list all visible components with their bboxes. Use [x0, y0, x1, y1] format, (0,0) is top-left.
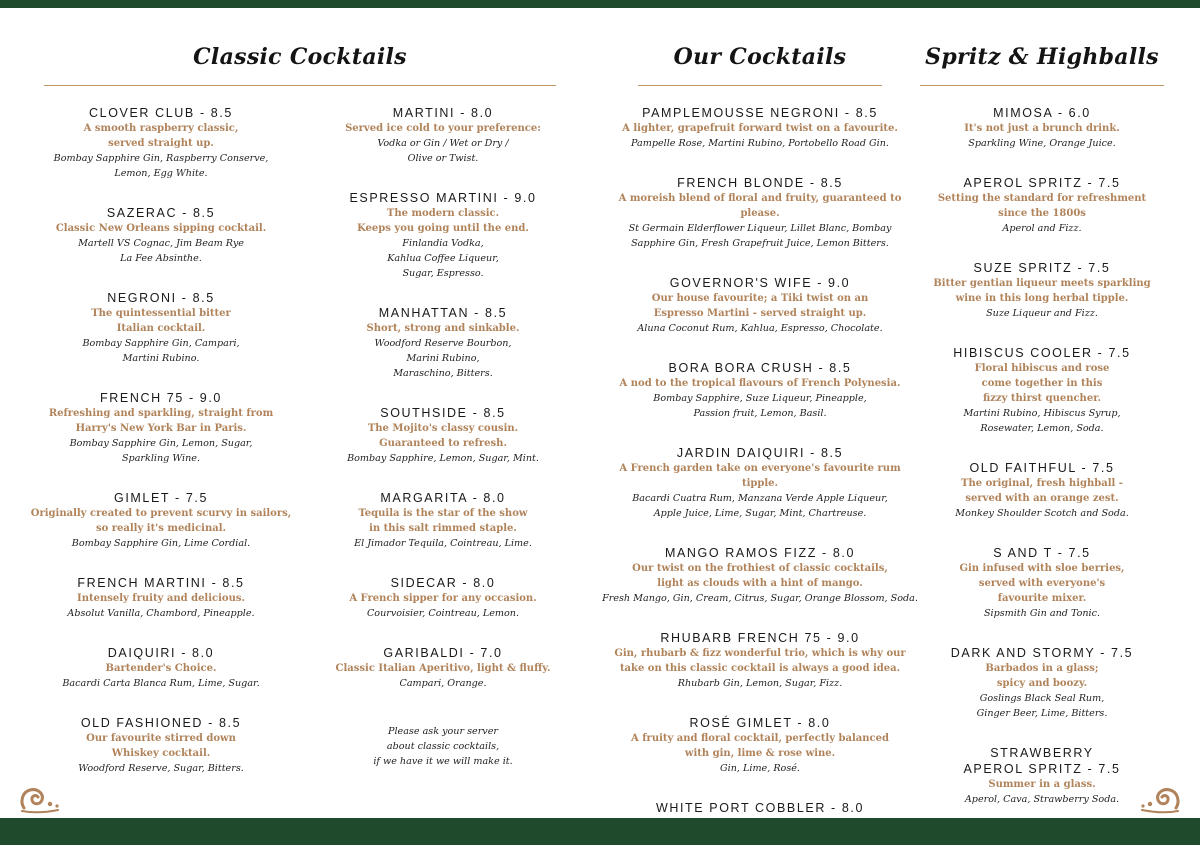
item-description: spicy and boozy.	[996, 678, 1088, 689]
item-description: Tequila is the star of the show	[358, 508, 528, 519]
item-ingredients: Sparkling Wine.	[121, 453, 200, 464]
item-ingredients: Olive or Twist.	[407, 153, 479, 164]
item-description: A fruity and floral cocktail, perfectly balanced	[631, 733, 889, 744]
item-name: DARK AND STORMY - 7.5	[950, 646, 1134, 660]
item-ingredients: Martini Rubino.	[122, 353, 200, 364]
menu-item	[920, 745, 1164, 807]
item-description: The Mojito's classy cousin.	[367, 423, 519, 434]
item-description: take on this classic cocktail is always a good idea.	[619, 663, 901, 674]
item-ingredients: Bacardi Carta Blanca Rum, Lime, Sugar.	[62, 678, 260, 689]
menu-item	[302, 190, 584, 281]
divider-classic	[44, 85, 556, 86]
item-ingredients: Aperol, Cava, Strawberry Soda.	[964, 794, 1120, 805]
item-name: SIDECAR - 8.0	[390, 576, 496, 590]
item-name: BORA BORA CRUSH - 8.5	[668, 361, 852, 375]
menu-item	[920, 260, 1164, 321]
menu-item	[20, 290, 302, 366]
item-description: Whiskey cocktail.	[111, 748, 211, 759]
menu-item	[302, 575, 584, 621]
item-description: It's not just a brunch drink.	[964, 123, 1120, 134]
section-title-ours: Our Cocktails	[673, 44, 847, 70]
item-name: PAMPLEMOUSSE NEGRONI - 8.5	[642, 106, 878, 120]
item-ingredients: Rosewater, Lemon, Soda.	[980, 423, 1104, 434]
item-name: MARGARITA - 8.0	[380, 491, 506, 505]
item-ingredients: Gin, Lime, Rosé.	[720, 763, 800, 774]
divider-ours	[638, 85, 882, 86]
menu-item	[920, 175, 1164, 236]
item-ingredients: Martini Rubino, Hibiscus Syrup,	[963, 408, 1121, 419]
item-name: NEGRONI - 8.5	[107, 291, 215, 305]
item-description: A moreish blend of floral and fruity, guaranteed to please.	[618, 193, 902, 219]
item-name: FRENCH BLONDE - 8.5	[677, 176, 843, 190]
item-ingredients: Lemon, Egg White.	[114, 168, 208, 179]
menu-item	[302, 305, 584, 381]
item-description: Floral hibiscus and rose	[974, 363, 1110, 374]
item-description: light as clouds with a hint of mango.	[657, 578, 863, 589]
item-description: Our house favourite; a Tiki twist on an	[651, 293, 869, 304]
item-ingredients: Kahlua Coffee Liqueur,	[387, 253, 499, 264]
item-description: Classic Italian Aperitivo, light & fluffy.	[335, 663, 551, 674]
item-ingredients: St Germain Elderflower Liqueur, Lillet Blanc, Bombay	[628, 223, 892, 234]
item-ingredients: Bombay Sapphire, Suze Liqueur, Pineapple,	[653, 393, 867, 404]
item-description: so really it's medicinal.	[95, 523, 227, 534]
item-ingredients: Monkey Shoulder Scotch and Soda.	[955, 508, 1129, 519]
item-description: Gin, rhubarb & fizz wonderful trio, which is why our	[614, 648, 906, 659]
item-name: MANGO RAMOS FIZZ - 8.0	[664, 546, 856, 560]
section-title-classic: Classic Cocktails	[193, 44, 407, 70]
item-ingredients: Courvoisier, Cointreau, Lemon.	[366, 608, 520, 619]
item-name: S AND T - 7.5	[993, 546, 1091, 560]
item-name: STRAWBERRY	[990, 746, 1094, 760]
item-description: Originally created to prevent scurvy in sailors,	[30, 508, 292, 519]
menu-item	[20, 490, 302, 551]
item-description: Keeps you going until the end.	[357, 223, 529, 234]
menu-item	[600, 545, 920, 606]
item-ingredients: Campari, Orange.	[399, 678, 487, 689]
menu-item	[20, 715, 302, 776]
menu-item	[920, 545, 1164, 621]
item-ingredients: Bombay Sapphire, Lemon, Sugar, Mint.	[347, 453, 539, 464]
item-description: in this salt rimmed staple.	[369, 523, 517, 534]
item-description: Espresso Martini - served straight up.	[653, 308, 867, 319]
item-description: Bartender's Choice.	[105, 663, 217, 674]
item-description: Bitter gentian liqueur meets sparkling	[933, 278, 1151, 289]
item-ingredients: Fresh Mango, Gin, Cream, Citrus, Sugar, Orange Blossom, Soda.	[602, 593, 918, 604]
item-ingredients: El Jimador Tequila, Cointreau, Lime.	[354, 538, 532, 549]
item-name: APEROL SPRITZ - 7.5	[963, 176, 1121, 190]
item-name: GOVERNOR'S WIFE - 9.0	[669, 276, 851, 290]
menu-item	[600, 715, 920, 776]
menu-item	[920, 105, 1164, 151]
item-name: SOUTHSIDE - 8.5	[380, 406, 506, 420]
classic-note-line: about classic cocktails,	[386, 741, 500, 752]
menu-item	[600, 175, 920, 251]
item-name: FRENCH 75 - 9.0	[100, 391, 222, 405]
menu-item	[20, 105, 302, 181]
item-ingredients: Martell VS Cognac, Jim Beam Rye	[78, 238, 244, 249]
item-ingredients: Sipsmith Gin and Tonic.	[983, 608, 1101, 619]
top-border	[0, 0, 1200, 8]
item-ingredients: Rhubarb Gin, Lemon, Sugar, Fizz.	[677, 678, 843, 689]
item-name: SUZE SPRITZ - 7.5	[973, 261, 1111, 275]
item-description: A lighter, grapefruit forward twist on a favourite.	[622, 123, 898, 134]
item-ingredients: Woodford Reserve Bourbon,	[374, 338, 512, 349]
menu-item	[302, 105, 584, 166]
item-description: A smooth raspberry classic,	[83, 123, 239, 134]
item-name: ESPRESSO MARTINI - 9.0	[349, 191, 537, 205]
classic-right-column	[302, 105, 584, 691]
menu-item	[302, 490, 584, 551]
menu-item	[302, 405, 584, 466]
item-description: The original, fresh highball -	[961, 478, 1123, 489]
item-name: SAZERAC - 8.5	[106, 206, 216, 220]
our-cocktails-column	[600, 105, 920, 846]
item-description: Served ice cold to your preference:	[345, 123, 541, 134]
menu-item	[600, 630, 920, 691]
item-description: Summer in a glass.	[988, 779, 1096, 790]
item-ingredients: Aluna Coconut Rum, Kahlua, Espresso, Chocolate.	[637, 323, 883, 334]
section-title-spritz: Spritz & Highballs	[925, 44, 1159, 70]
spritz-column	[920, 105, 1164, 807]
menu-item	[920, 645, 1164, 721]
item-ingredients: Sugar, Espresso.	[402, 268, 484, 279]
item-ingredients: Apple Juice, Lime, Sugar, Mint, Chartreuse.	[653, 508, 867, 519]
item-ingredients: Sparkling Wine, Orange Juice.	[968, 138, 1116, 149]
item-ingredients: Passion fruit, Lemon, Basil.	[693, 408, 827, 419]
bottom-border	[0, 818, 1200, 845]
item-ingredients: Goslings Black Seal Rum,	[979, 693, 1105, 704]
item-ingredients: Suze Liqueur and Fizz.	[986, 308, 1098, 319]
item-description: since the 1800s	[998, 208, 1086, 219]
classic-left-column	[20, 105, 302, 776]
item-ingredients: Woodford Reserve, Sugar, Bitters.	[78, 763, 244, 774]
item-description: fizzy thirst quencher.	[982, 393, 1102, 404]
item-ingredients: Ginger Beer, Lime, Bitters.	[976, 708, 1108, 719]
menu-item	[20, 575, 302, 621]
item-description: Our favourite stirred down	[86, 733, 236, 744]
menu-item	[600, 105, 920, 151]
item-ingredients: Pampelle Rose, Martini Rubino, Portobello Road Gin.	[631, 138, 889, 149]
item-description: with gin, lime & rose wine.	[684, 748, 836, 759]
menu-item	[20, 645, 302, 691]
item-description: Italian cocktail.	[116, 323, 206, 334]
item-name: OLD FASHIONED - 8.5	[80, 716, 242, 730]
item-ingredients: Finlandia Vodka,	[402, 238, 484, 249]
item-ingredients: Vodka or Gin / Wet or Dry /	[377, 138, 509, 149]
menu-item	[600, 360, 920, 421]
item-description: Short, strong and sinkable.	[366, 323, 520, 334]
item-name: DAIQUIRI - 8.0	[107, 646, 215, 660]
item-name: ROSÉ GIMLET - 8.0	[689, 716, 831, 730]
menu-item	[20, 390, 302, 466]
item-description: Harry's New York Bar in Paris.	[75, 423, 247, 434]
item-description: The quintessential bitter	[91, 308, 231, 319]
item-name: JARDIN DAIQUIRI - 8.5	[676, 446, 844, 460]
item-ingredients: La Fee Absinthe.	[120, 253, 202, 264]
item-name: MANHATTAN - 8.5	[378, 306, 508, 320]
item-description: come together in this	[981, 378, 1103, 389]
item-name: HIBISCUS COOLER - 7.5	[953, 346, 1131, 360]
item-description: served with everyone's	[978, 578, 1106, 589]
item-description: Barbados in a glass;	[985, 663, 1099, 674]
menu-item	[920, 345, 1164, 436]
item-name: GARIBALDI - 7.0	[383, 646, 503, 660]
menu-item	[600, 445, 920, 521]
item-description: A French sipper for any occasion.	[349, 593, 537, 604]
item-description: Our twist on the frothiest of classic cocktails,	[632, 563, 888, 574]
item-description: Refreshing and sparkling, straight from	[48, 408, 274, 419]
item-name: WHITE PORT COBBLER - 8.0	[655, 801, 865, 815]
item-name: FRENCH MARTINI - 8.5	[77, 576, 245, 590]
menu-item	[302, 645, 584, 691]
item-ingredients: Bombay Sapphire Gin, Lime Cordial.	[71, 538, 251, 549]
item-name: OLD FAITHFUL - 7.5	[969, 461, 1115, 475]
item-ingredients: Marini Rubino,	[406, 353, 480, 364]
menu-item	[20, 205, 302, 266]
swirl-ornament-left-icon	[18, 784, 64, 814]
item-description: Classic New Orleans sipping cocktail.	[55, 223, 267, 234]
item-ingredients: Bombay Sapphire Gin, Campari,	[82, 338, 240, 349]
item-ingredients: Aperol and Fizz.	[1002, 223, 1082, 234]
divider-spritz	[920, 85, 1164, 86]
item-description: Guaranteed to refresh.	[379, 438, 507, 449]
item-name: GIMLET - 7.5	[114, 491, 208, 505]
classic-note-line: Please ask your server	[388, 726, 498, 737]
classic-note-line: if we have it we will make it.	[373, 756, 513, 767]
item-description: served straight up.	[108, 138, 214, 149]
item-name: MIMOSA - 6.0	[993, 106, 1091, 120]
item-description: A nod to the tropical flavours of French Polynesia.	[619, 378, 901, 389]
item-name: CLOVER CLUB - 8.5	[89, 106, 233, 120]
item-description: served with an orange zest.	[965, 493, 1119, 504]
item-name: APEROL SPRITZ - 7.5	[963, 762, 1121, 776]
item-description: wine in this long herbal tipple.	[955, 293, 1129, 304]
item-description: Gin infused with sloe berries,	[959, 563, 1125, 574]
item-ingredients: Absolut Vanilla, Chambord, Pineapple.	[67, 608, 255, 619]
item-name: MARTINI - 8.0	[392, 106, 494, 120]
item-ingredients: Maraschino, Bitters.	[393, 368, 493, 379]
classic-note	[302, 724, 584, 769]
swirl-ornament-right-icon	[1136, 784, 1182, 814]
item-ingredients: Bombay Sapphire Gin, Lemon, Sugar,	[69, 438, 253, 449]
item-description: The modern classic.	[386, 208, 500, 219]
item-name: RHUBARB FRENCH 75 - 9.0	[660, 631, 860, 645]
menu-item	[920, 460, 1164, 521]
item-description: favourite mixer.	[997, 593, 1087, 604]
item-description: Setting the standard for refreshment	[937, 193, 1147, 204]
item-ingredients: Bombay Sapphire Gin, Raspberry Conserve,	[53, 153, 269, 164]
menu-item	[600, 275, 920, 336]
item-ingredients: Bacardi Cuatra Rum, Manzana Verde Apple Liqueur,	[632, 493, 888, 504]
item-description: Intensely fruity and delicious.	[77, 593, 245, 604]
item-ingredients: Sapphire Gin, Fresh Grapefruit Juice, Lemon Bitters.	[631, 238, 889, 249]
item-description: A French garden take on everyone's favourite rum tipple.	[619, 463, 901, 489]
